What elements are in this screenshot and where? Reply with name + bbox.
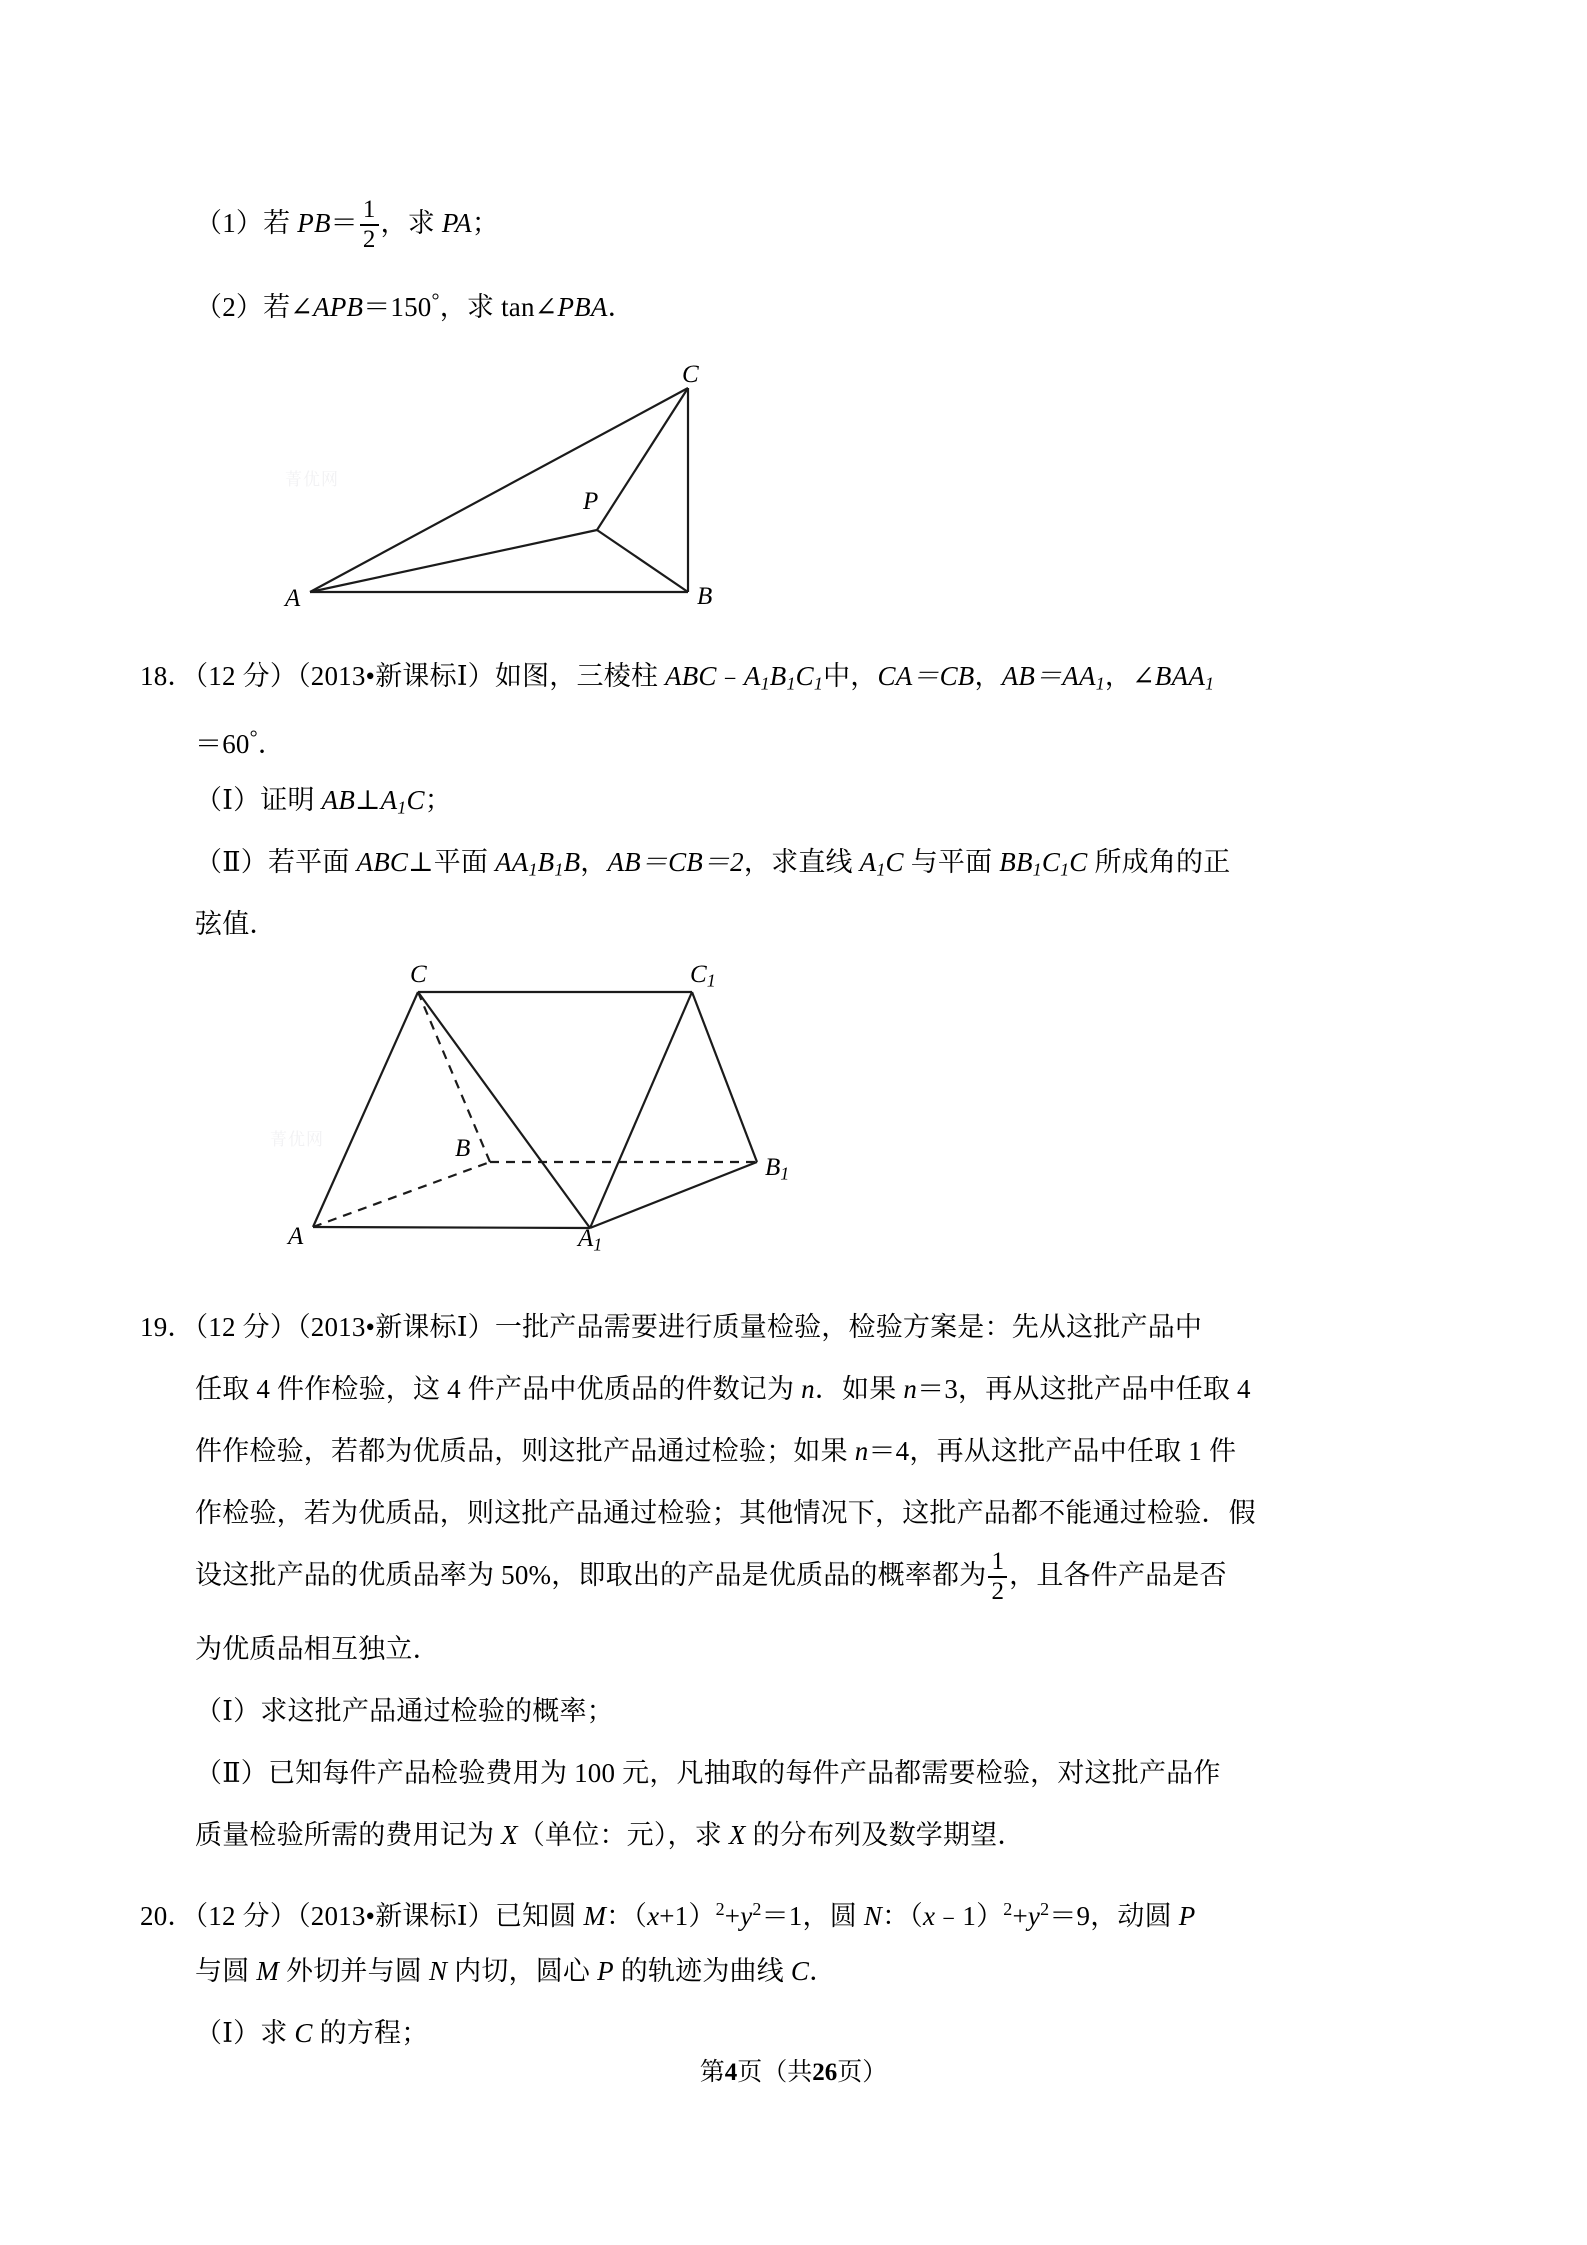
figure2-label-C1-base: C [690, 961, 707, 988]
fraction-denominator: 2 [362, 226, 376, 253]
q19-variable-n-2: n [903, 1374, 918, 1404]
q20-variable-y-2: y [1027, 1900, 1041, 1931]
q19-stem-line-4: 作检验，若为优质品，则这批产品通过检验；其他情况下，这批产品都不能通过检验．假 [195, 1498, 1256, 1528]
edge-A-B-hidden [313, 1162, 490, 1227]
figure2-label-C: C [410, 961, 427, 988]
q18-stem-line-1 [140, 645, 1214, 715]
footer-prefix: 第 [699, 2059, 725, 2086]
fraction-numerator: 1 [360, 197, 379, 226]
q18-prism-c1: C [795, 661, 814, 691]
q18-sub2-sub-2: 1 [554, 859, 564, 880]
q19-variable-x-2: X [728, 1820, 746, 1850]
q19-sub-question-1: （Ⅰ）求这批产品通过检验的概率； [195, 1696, 614, 1726]
q18-sub2-lengths: AB＝CB＝2 [607, 847, 744, 877]
edge-A-A1 [313, 1227, 590, 1228]
figure1-label-P: P [583, 488, 599, 515]
prism-figure-svg [250, 955, 850, 1255]
q18-sub2-mid-1: ⊥平面 [408, 847, 496, 877]
q20-circle-p: P [1178, 1900, 1196, 1931]
q20-stem-line-1 [140, 1878, 1195, 1947]
q18-sub-question-1 [195, 769, 452, 839]
q18-sub-question-2-line-1 [195, 831, 1230, 901]
q20-sub1-curve-c: C [294, 2018, 313, 2048]
q19-stem-line-5 [195, 1544, 1227, 1606]
q18-sub1-prefix: （Ⅰ）证明 [195, 785, 322, 815]
q20-sub1-b: 的方程； [312, 2018, 429, 2048]
figure-triangular-prism [250, 955, 850, 1255]
q17-part1-prefix: （1）若 [195, 208, 298, 238]
q18-sub1-c: C [406, 785, 425, 815]
q18-prism-a1-sub: 1 [760, 673, 770, 694]
q18-comma-1: ， [974, 661, 1002, 691]
segment-AP [310, 530, 597, 592]
q17-part1-mid: ，求 [380, 208, 442, 238]
figure2-label-B: B [455, 1135, 471, 1162]
fraction-numerator-q19: 1 [988, 1549, 1007, 1578]
q18-sub2-plane-c2: C [1069, 847, 1088, 877]
q19-sub-question-2-line-1: （Ⅱ）已知每件产品检验费用为 100 元，凡抽取的每件产品都需要检验，对这批产品作 [195, 1758, 1221, 1788]
q20-line1-h: + [1012, 1900, 1028, 1931]
q20-line1-c: +1） [659, 1900, 716, 1931]
footer-page-number: 4 [724, 2059, 738, 2086]
figure1-label-B: B [697, 583, 713, 610]
q18-source: （2013•新课标Ⅰ） [297, 661, 495, 691]
q19-line3-b: ＝4，再从这批产品中任取 1 件 [868, 1436, 1237, 1466]
q20-line1-d: + [724, 1900, 741, 1931]
q19-stem-line-1 [140, 1296, 1202, 1358]
q18-condition-ab-aa1-sub: 1 [1095, 673, 1105, 694]
figure1-label-C: C [682, 361, 699, 388]
q18-prism-c1-sub: 1 [813, 673, 824, 694]
q18-sub1-subscript: 1 [397, 797, 407, 818]
q20-sub1-a: （Ⅰ）求 [195, 2018, 295, 2048]
q18-sub2-mid-2: 求直线 [771, 847, 860, 877]
triangle-figure-svg [185, 345, 745, 635]
q20-variable-x-1: x [647, 1900, 660, 1931]
q18-sub2-sub-1: 1 [528, 859, 538, 880]
q19-stem-line-3 [195, 1420, 1236, 1482]
q19-sub2-b2: （单位：元），求 [517, 1820, 729, 1850]
q20-stem-line-2 [195, 1940, 836, 2002]
segment-AC [310, 388, 688, 592]
fraction-denominator-q19: 2 [991, 1578, 1005, 1605]
q18-angle-value: ＝60 [195, 729, 250, 759]
q20-exponent-1: 2 [715, 1899, 725, 1919]
q17-part1-end: ； [471, 208, 500, 238]
q17-part2-mid: ，求 tan∠ [439, 292, 558, 322]
segment-PC [597, 388, 688, 530]
fraction-one-half-q19 [988, 1549, 1007, 1605]
q18-period: ． [257, 729, 286, 759]
q19-source: （2013•新课标Ⅰ） [297, 1312, 495, 1342]
q20-line1-b: ：（ [606, 1900, 648, 1931]
q19-stem-line-2 [195, 1358, 1251, 1420]
q20-line1-f: ：（ [882, 1900, 923, 1931]
q20-line1-e: ＝1，圆 [761, 1900, 864, 1931]
edge-C-A1 [418, 992, 590, 1228]
q18-stem-text-1: 如图，三棱柱 [494, 661, 666, 691]
q20-circle-n: N [863, 1900, 883, 1931]
q18-sub2-sub-3: 1 [876, 859, 886, 880]
q20-line2-circle-n: N [428, 1956, 448, 1986]
q19-stem-line-6: 为优质品相互独立． [195, 1634, 440, 1664]
q18-number: 18． [140, 661, 195, 691]
q17-part1-equals: ＝ [330, 208, 358, 238]
degree-symbol: ° [431, 290, 440, 312]
q19-line3-a: 件作检验，若都为优质品，则这批产品通过检验；如果 [195, 1436, 855, 1466]
figure2-label-B1-base: B [765, 1154, 781, 1181]
q17-part2-prefix: （2）若∠ [195, 292, 314, 322]
q20-curve-c: C [790, 1956, 810, 1986]
q18-sub2-comma-1: ， [580, 847, 608, 877]
q20-line2-d: 的轨迹为曲线 [613, 1956, 791, 1986]
q18-sub2-comma-2: ， [743, 847, 772, 877]
q18-sub2-plane-aa: AA [495, 847, 529, 877]
q18-sub2-prefix: （Ⅱ）若平面 [195, 847, 357, 877]
q18-sub-question-2-line-2: 弦值． [195, 909, 277, 939]
figure2-label-A1-base: A [578, 1225, 594, 1252]
q19-sub2-b1: 质量检验所需的费用记为 [195, 1820, 502, 1850]
q18-sub2-mid-4: 所成角的正 [1087, 847, 1231, 877]
q17-part-2 [195, 270, 635, 338]
q18-condition-angle-sub: 1 [1205, 673, 1215, 694]
figure2-label-A1-sub: 1 [593, 1234, 603, 1255]
q18-sub2-line-a1: A [859, 847, 877, 877]
q20-source: （2013•新课标Ⅰ） [297, 1900, 495, 1931]
q19-stem-text-1: 一批产品需要进行质量检验，检验方案是：先从这批产品中 [494, 1312, 1203, 1342]
q18-stem-line-2 [195, 707, 285, 775]
figure2-label-A1 [578, 1225, 602, 1256]
q17-part2-equals: ＝150 [363, 292, 432, 322]
q19-number: 19． [140, 1312, 195, 1342]
q17-part2-angle: APB [313, 292, 364, 322]
q18-stem-text-2: 中， [823, 661, 878, 691]
q20-exponent-3: 2 [1003, 1899, 1013, 1919]
q20-exponent-4: 2 [1040, 1899, 1050, 1919]
q20-variable-x-2: x [922, 1900, 936, 1931]
edge-C1-B1 [692, 992, 757, 1162]
q17-part1-variable: PB [297, 208, 331, 238]
page-footer [0, 2052, 1587, 2088]
footer-suffix: 页） [837, 2059, 888, 2086]
q20-variable-y-1: y [740, 1900, 753, 1931]
fraction-one-half [360, 197, 379, 253]
edge-A-C [313, 992, 418, 1227]
q19-line2-b: ．如果 [814, 1374, 904, 1404]
watermark-text-2: 菁优网 [270, 1130, 324, 1149]
q20-line2-a: 与圆 [195, 1956, 257, 1986]
q20-exponent-2: 2 [752, 1899, 762, 1919]
q19-variable-x-1: X [501, 1820, 518, 1850]
q18-sub2-plane-abc: ABC [356, 847, 409, 877]
q18-sub2-sub-5: 1 [1060, 859, 1070, 880]
q19-variable-n-3: n [854, 1436, 869, 1466]
q18-sub1-body: AB⊥A [321, 785, 398, 815]
q17-part2-end: ． [607, 292, 635, 322]
q17-part1-target: PA [441, 208, 472, 238]
q20-line1-i: ＝9，动圆 [1049, 1900, 1179, 1931]
q18-degree-symbol: ° [249, 727, 258, 749]
figure2-label-B1 [765, 1154, 789, 1185]
footer-total-pages: 26 [812, 2059, 838, 2086]
q18-dash: ﹣ [716, 661, 744, 691]
q19-sub-question-2-line-2 [195, 1804, 1025, 1866]
q20-score: （12 分） [194, 1900, 298, 1931]
q19-line2-a: 任取 4 件作检验，这 4 件产品中优质品的件数记为 [195, 1374, 802, 1404]
watermark-text: 菁优网 [285, 470, 339, 489]
q18-condition-ab-aa1: AB＝AA [1001, 661, 1096, 691]
q18-sub2-line-c: C [885, 847, 904, 877]
q18-condition-angle-baa1: ∠BAA [1132, 661, 1206, 691]
q19-sub2-b3: 的分布列及数学期望． [745, 1820, 1025, 1850]
q18-sub2-sub-4: 1 [1032, 859, 1042, 880]
q18-comma-2: ， [1104, 661, 1133, 691]
q20-line2-c: 内切，圆心 [447, 1956, 598, 1986]
q20-number: 20． [140, 1900, 195, 1931]
q18-prism-b1: B [769, 661, 787, 691]
q20-line1-a: 已知圆 [494, 1900, 584, 1931]
figure2-label-A: A [288, 1223, 304, 1250]
q17-part2-target: PBA [557, 292, 608, 322]
q19-line2-c: ＝3，再从这批产品中任取 4 [917, 1374, 1251, 1404]
q18-sub2-plane-c: C [1041, 847, 1061, 877]
figure-triangle-abc-p [185, 345, 745, 635]
q19-score: （12 分） [194, 1312, 298, 1342]
q19-line5-a: 设这批产品的优质品率为 50%，即取出的产品是优质品的概率都为 [195, 1560, 987, 1590]
q18-prism-b1-sub: 1 [786, 673, 796, 694]
q18-score: （12 分） [194, 661, 298, 691]
figure1-label-A: A [285, 585, 301, 612]
q20-line2-b: 外切并与圆 [279, 1956, 429, 1986]
q18-sub2-plane-b2: B [563, 847, 581, 877]
q20-line2-center-p: P [597, 1956, 614, 1986]
q19-variable-n-1: n [801, 1374, 815, 1404]
q20-circle-m: M [583, 1900, 607, 1931]
q18-sub2-plane-b: B [537, 847, 555, 877]
figure2-label-C1-sub: 1 [706, 970, 716, 991]
q18-sub2-plane-bb: BB [999, 847, 1033, 877]
q18-prism-abc: ABC [665, 661, 717, 691]
q20-line1-g: ﹣1） [935, 1900, 1004, 1931]
figure2-label-B1-sub: 1 [780, 1163, 790, 1184]
figure2-label-C1 [690, 961, 716, 992]
q20-line2-circle-m: M [256, 1956, 280, 1986]
q18-sub2-mid-3: 与平面 [903, 847, 1000, 877]
q20-line2-e: ． [809, 1956, 837, 1986]
segment-PB [597, 530, 688, 592]
q18-sub1-end: ； [424, 785, 452, 815]
footer-middle: 页（共 [737, 2059, 813, 2086]
q19-line5-b: ，且各件产品是否 [1009, 1560, 1227, 1590]
q18-condition-ca-cb: CA＝CB [877, 661, 975, 691]
q17-part-1 [195, 192, 499, 254]
q18-prism-a1: A [743, 661, 761, 691]
